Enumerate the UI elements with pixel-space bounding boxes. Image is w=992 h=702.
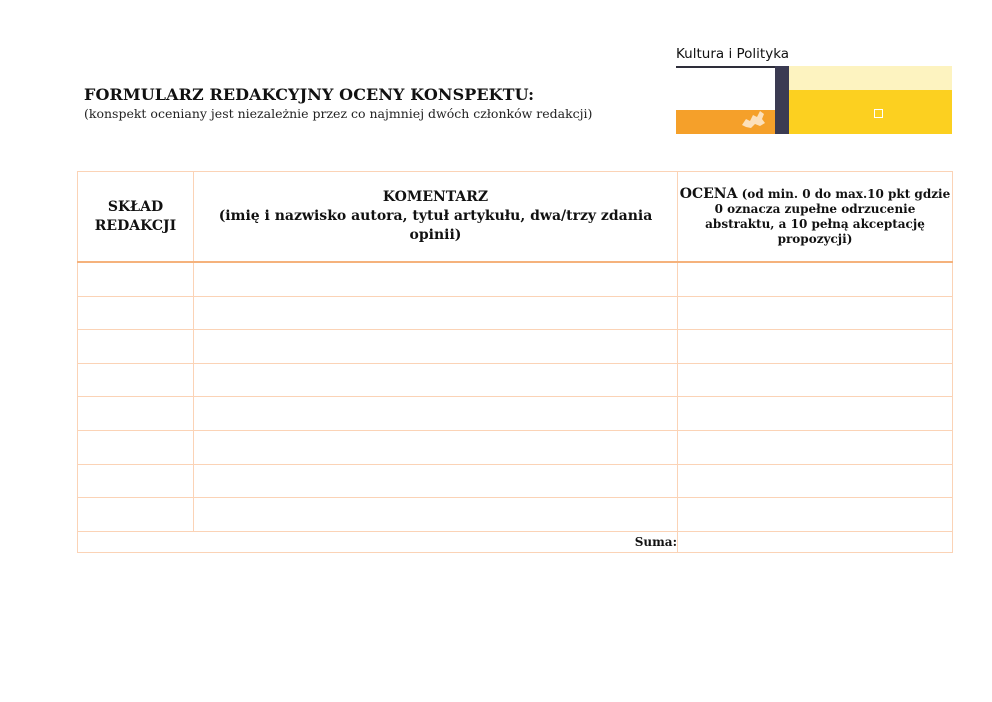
score-cell[interactable]: [678, 262, 953, 296]
logo-light-block: [789, 66, 952, 90]
sum-value-cell[interactable]: [678, 531, 953, 552]
journal-logo: [676, 42, 952, 134]
score-cell[interactable]: [678, 397, 953, 431]
score-cell[interactable]: [678, 363, 953, 397]
logo-vertical-bar: [775, 66, 789, 134]
comment-cell[interactable]: [194, 464, 678, 498]
header-col3-bold: OCENA: [679, 185, 738, 202]
eu-funding-mark-icon: [874, 109, 887, 118]
board-member-cell[interactable]: [78, 330, 194, 364]
header-comment: [194, 172, 678, 263]
form-title: FORMULARZ REDAKCYJNY OCENY KONSPEKTU:: [84, 85, 535, 104]
form-header: [84, 85, 592, 121]
comment-cell[interactable]: [194, 363, 678, 397]
score-cell[interactable]: [678, 498, 953, 532]
evaluation-table: [77, 171, 953, 553]
score-cell[interactable]: [678, 430, 953, 464]
score-cell[interactable]: [678, 464, 953, 498]
comment-cell[interactable]: [194, 262, 678, 296]
board-member-cell[interactable]: [78, 464, 194, 498]
sum-label: Suma:: [78, 531, 678, 552]
header-col3-rest: (od min. 0 do max.10 pkt gdzie 0 oznacza zupełne odrzucenie abstraktu, a 10 pełną akceptację propozycji): [705, 186, 951, 246]
form-subtitle: (konspekt oceniany jest niezależnie przez co najmniej dwóch członków redakcji): [84, 106, 593, 121]
header-col1-line2: REDAKCJI: [94, 217, 177, 234]
board-member-cell[interactable]: [78, 296, 194, 330]
comment-cell[interactable]: [194, 498, 678, 532]
score-cell[interactable]: [678, 296, 953, 330]
board-member-cell[interactable]: [78, 498, 194, 532]
header-col1-line1: SKŁAD: [107, 198, 164, 215]
score-cell[interactable]: [678, 330, 953, 364]
header-editorial-board: [78, 172, 194, 263]
header-score: [678, 172, 953, 263]
logo-yellow-block: [789, 90, 952, 134]
europe-map-icon: [738, 105, 768, 131]
logo-text: Kultura i Polityka: [676, 46, 790, 62]
comment-cell[interactable]: [194, 397, 678, 431]
logo-underline: [676, 66, 786, 68]
board-member-cell[interactable]: [78, 430, 194, 464]
header-col2-line1: KOMENTARZ: [382, 189, 489, 205]
board-member-cell[interactable]: [78, 397, 194, 431]
header-row: [78, 172, 953, 263]
comment-cell[interactable]: [194, 296, 678, 330]
comment-cell[interactable]: [194, 430, 678, 464]
board-member-cell[interactable]: [78, 262, 194, 296]
sum-row: [78, 531, 953, 552]
header-col2-line2: (imię i nazwisko autora, tytuł artykułu, dwa/trzy zdania opinii): [218, 208, 653, 243]
board-member-cell[interactable]: [78, 363, 194, 397]
comment-cell[interactable]: [194, 330, 678, 364]
